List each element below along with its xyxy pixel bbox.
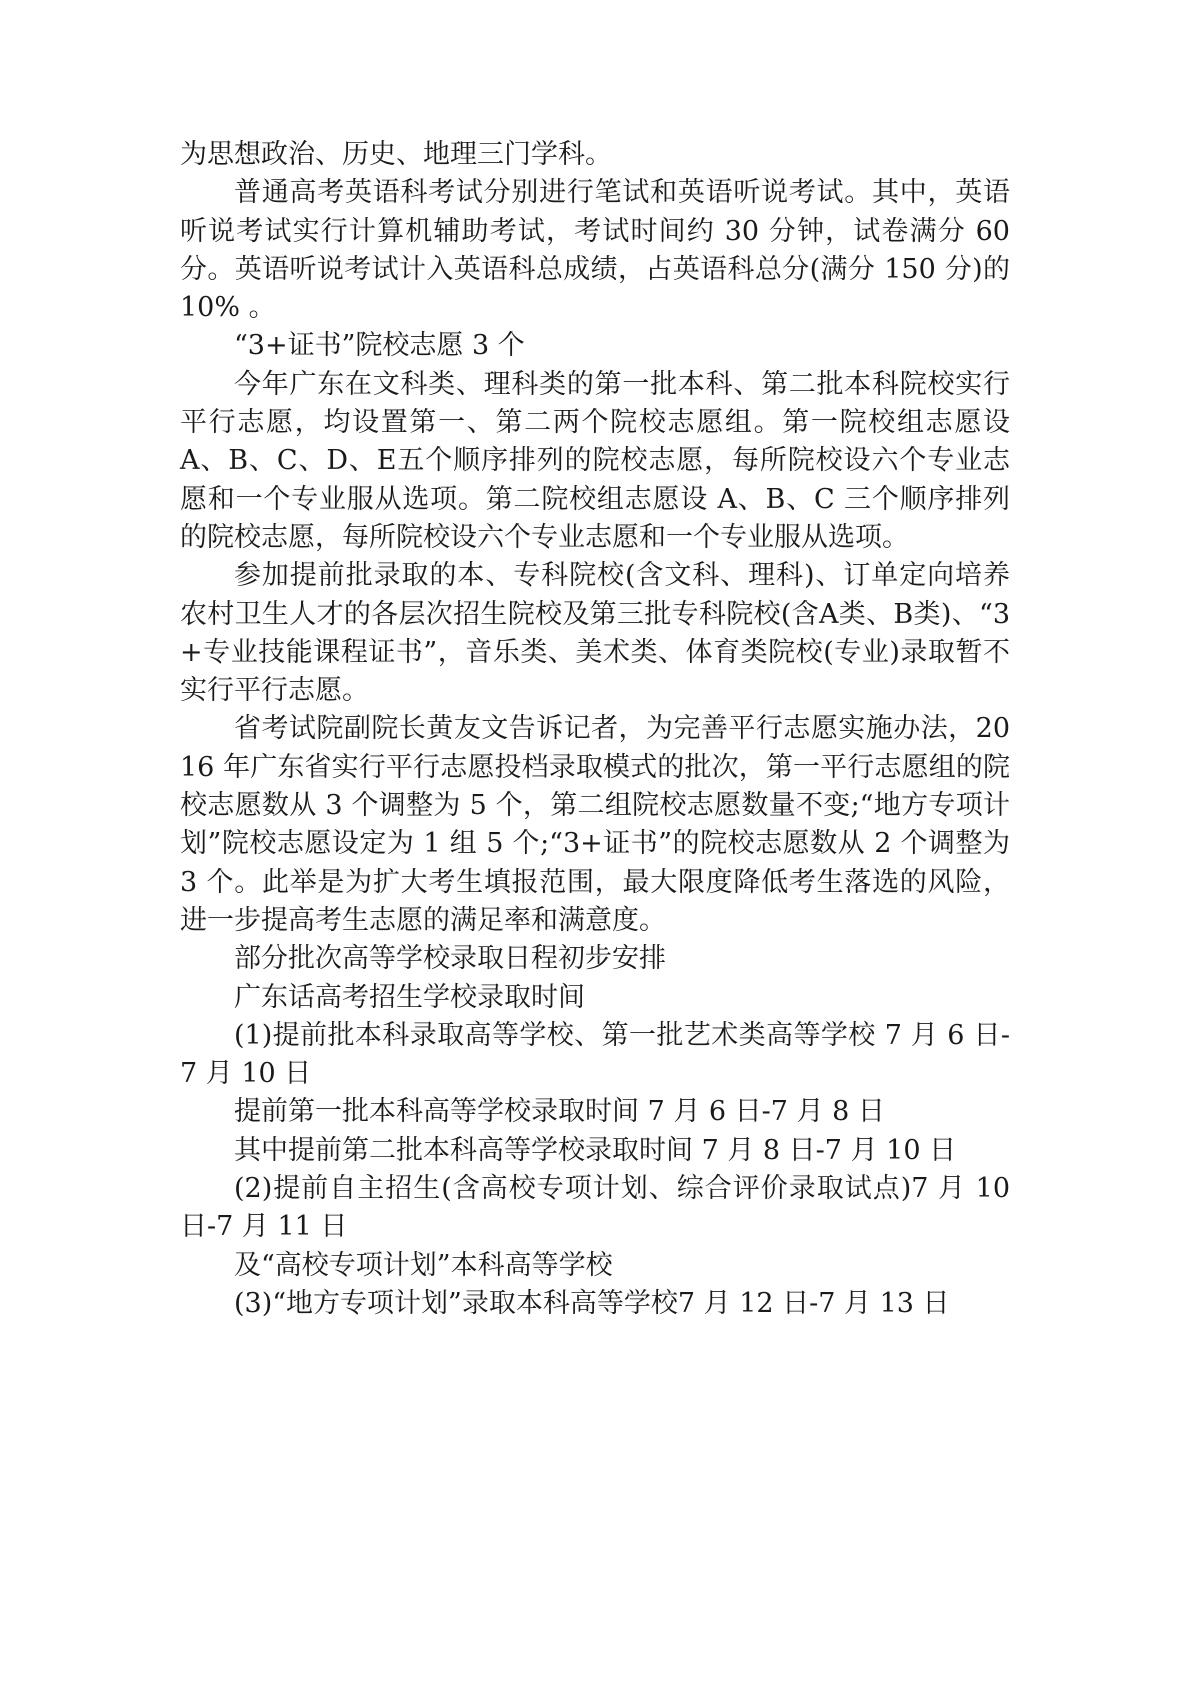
paragraph: 省考试院副院长黄友文告诉记者，为完善平行志愿实施办法，2016 年广东省实行平行志愿投档录取模式的批次，第一平行志愿组的院校志愿数从 3 个调整为 5 个，第二组院校志愿数量不变;“地方专项计划”院校志愿设定为 1 组 5 个;“3+证书”的院校志愿数从 2 个调整为 3 个。此举是为扩大考生填报范围，最大限度降低考生落选的风险，进一步提高考生志愿的满足率和满意度。 — [180, 713, 1010, 936]
schedule-item: (2)提前自主招生(含高校专项计划、综合评价录取试点)7 月 10 日-7 月 11 日 — [180, 1173, 1010, 1243]
schedule-item: 及“高校专项计划”本科高等学校 — [234, 1249, 613, 1281]
paragraph: 为思想政治、历史、地理三门学科。 — [180, 139, 612, 170]
section-heading: 部分批次高等学校录取日程初步安排 — [234, 943, 666, 975]
section-heading: “3+证书”院校志愿 3 个 — [234, 330, 525, 362]
schedule-item: (1)提前批本科录取高等学校、第一批艺术类高等学校 7 月 6 日-7 月 10 日 — [180, 1019, 1010, 1090]
schedule-item: 其中提前第二批本科高等学校录取时间 7 月 8 日-7 月 10 日 — [234, 1134, 957, 1166]
paragraph: 参加提前批录取的本、专科院校(含文科、理科)、订单定向培养农村卫生人才的各层次招生院校及第三批专科院校(含A类、B类)、“3+专业技能课程证书”，音乐类、美术类、体育类院校(专业)录取暂不实行平行志愿。 — [180, 560, 1010, 707]
schedule-item: 提前第一批本科高等学校录取时间 7 月 6 日-7 月 8 日 — [234, 1096, 885, 1128]
document-body — [180, 136, 1010, 1323]
section-heading: 广东话高考招生学校录取时间 — [234, 981, 585, 1013]
paragraph: 今年广东在文科类、理科类的第一批本科、第二批本科院校实行平行志愿，均设置第一、第二两个院校志愿组。第一院校组志愿设 A、B、C、D、E五个顺序排列的院校志愿，每所院校设六个专业志愿和一个专业服从选项。第二院校组志愿设 A、B、C 三个顺序排列的院校志愿，每所院校设六个专业志愿和一个专业服从选项。 — [180, 368, 1010, 553]
paragraph: 普通高考英语科考试分别进行笔试和英语听说考试。其中，英语听说考试实行计算机辅助考试，考试时间约 30 分钟，试卷满分 60 分。英语听说考试计入英语科总成绩，占英语科总分(满分 150 分)的 10% 。 — [180, 177, 1010, 324]
schedule-item: (3)“地方专项计划”录取本科高等学校7 月 12 日-7 月 13 日 — [234, 1287, 950, 1319]
